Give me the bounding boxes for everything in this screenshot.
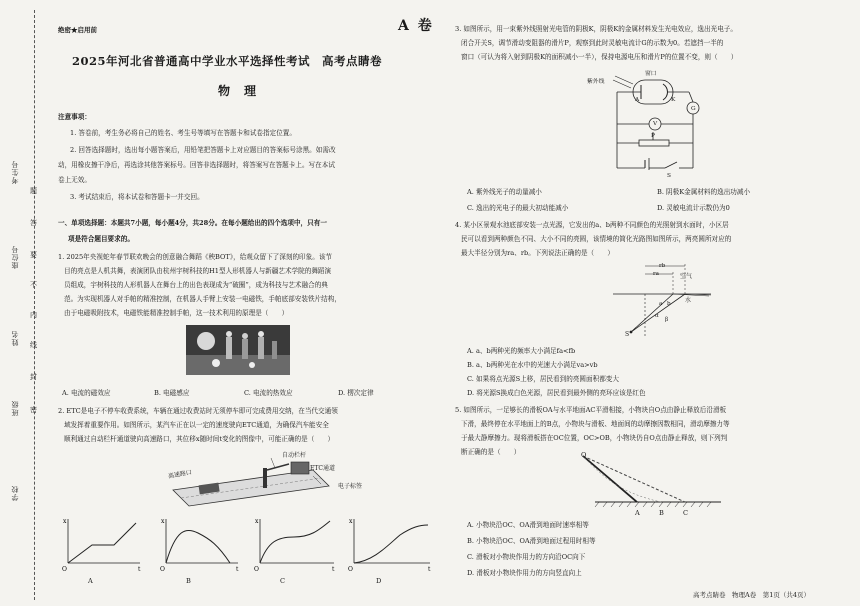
label-alpha: α [655, 313, 659, 319]
label-highway-entrance: 高速路口 [167, 468, 193, 481]
page-footer: 高考点睛卷 物理A卷 第1页（共4页） [693, 591, 810, 599]
label-slider-p: P [651, 133, 655, 139]
notice-item: 动，用橡皮擦干净后，再选涂其他答案标号。回答非选择题时，将答案写在答题卡上。写在本试 [58, 161, 335, 169]
q1-text: 员组成，宇树科技的人形机器人在舞台上的出色表现成为“破圈”，成为科技与艺术融合的典 [64, 281, 328, 289]
point-c: C [683, 509, 689, 517]
svg-text:t: t [138, 566, 141, 573]
q5-text: 断正确的是（ ） [461, 448, 521, 456]
seal-char: 不 [30, 281, 37, 289]
q5-option-b: B. 小物块沿OC、OA滑到地面过程用时相等 [467, 537, 596, 545]
svg-text:O: O [254, 566, 259, 573]
q1-option-c: C. 电流的热效应 [244, 389, 293, 397]
q2-text: 域发挥着重要作用。如图所示，某汽车正在以一定的速度驶向ETC通道，为确保汽车能安全 [64, 421, 329, 429]
svg-text:O: O [348, 566, 353, 573]
notice-item: 2. 回答选择题时，选出每小题答案后，用铅笔把答题卡上对应题目的答案标号涂黑。如需改 [70, 146, 336, 154]
photoelectric-circuit [605, 68, 715, 180]
label-candidate-number: 考生号 [11, 160, 19, 184]
notice-heading: 注意事项： [58, 113, 91, 121]
q4-option-c: C. 如果将点光源S上移，居民看到的亮圆面积都变大 [467, 375, 619, 383]
label-anode-a: A [635, 97, 640, 103]
q5-text: 5. 如图所示，一足够长的滑板OA与水平地面AC平滑相接，小物块自O点由静止释放后沿滑板 [455, 406, 727, 414]
seal-char: 封 [30, 373, 37, 381]
q4-text: 4. 某小区景观水池底部安装一点光源，它发出的a、b两种不同颜色的光照射到水面时，小区居 [455, 221, 729, 229]
seal-char: 答 [30, 219, 37, 227]
confidential-mark: 绝密★启用前 [58, 26, 97, 34]
q3-option-c: C. 逸出的光电子的最大初动能减小 [467, 204, 569, 212]
graph-label-a: A [88, 577, 93, 585]
label-radius-b: rb [659, 263, 666, 269]
label-galvanometer-g: G [691, 106, 696, 112]
binding-margin [0, 0, 48, 606]
label-electronic-tag: 电子标签 [338, 483, 363, 490]
svg-text:O: O [160, 566, 165, 573]
seal-char: 密 [30, 406, 37, 414]
label-seat-number: 座位号 [11, 245, 19, 269]
seal-char: 要 [30, 251, 37, 259]
label-voltmeter-v: V [653, 121, 658, 127]
q1-option-a: A. 电流的磁效应 [62, 389, 111, 397]
q1-text: 目的亮点是人机共舞，表演团队由杭州宇树科技的H1型人形机器人与新疆艺术学院的舞蹈演 [64, 267, 332, 275]
svg-text:t: t [428, 566, 431, 573]
label-window: 窗口 [645, 71, 657, 77]
label-air: 空气 [680, 273, 693, 280]
graph-label-c: C [280, 577, 286, 585]
q3-option-a: A. 紫外线光子的动量减小 [467, 188, 542, 196]
q1-text: 1. 2025年央视蛇年春节联欢晚会的创意融合舞蹈《秧BOT》，给观众留下了深刻的印象。该节 [58, 253, 333, 261]
q4-text: 最大半径分别为ra、rb。下列说法正确的是（ ） [461, 249, 614, 257]
q5-option-c: C. 滑板对小物块作用力的方向沿OC向下 [467, 553, 586, 561]
point-b: B [659, 509, 664, 517]
label-source-s: S [625, 331, 630, 338]
label-name: 姓名 [11, 330, 19, 346]
seal-char: 题 [30, 187, 37, 195]
label-ray-b: b [667, 301, 671, 307]
q5-option-a: A. 小物块沿OC、OA滑到地面时速率相等 [467, 521, 589, 529]
label-ultraviolet: 紫外线 [587, 79, 605, 85]
exam-title: 2025年河北省普通高中学业水平选择性考试 高考点睛卷 [72, 54, 383, 68]
seal-line [34, 10, 35, 600]
label-switch-s: S [667, 173, 671, 179]
q4-option-b: B. a、b两种光在水中的光速大小满足va>vb [467, 361, 598, 369]
incline-figure [575, 450, 725, 512]
label-class: 班级 [11, 400, 19, 416]
q2-text: 顺利通过自动栏杆通道驶向高速路口，其位移x随时间t变化的图像中，可能正确的是（ ） [64, 435, 335, 443]
q3-option-b: B. 阴极K金属材料的逸出功减小 [657, 188, 751, 196]
graph-label-d: D [376, 577, 382, 585]
q1-text: 范。为实现机器人对手帕的精准控制，在机器人手臂上安装一电磁铁，手帕底部安装铁片结构， [64, 295, 341, 303]
svg-text:x: x [161, 518, 165, 525]
section-heading: 项是符合题目要求的。 [68, 235, 134, 243]
q3-text: 窗口（可认为将入射到阴极K的面积减小一半），保持电源电压和滑片P的位置不变，则（ ） [461, 53, 738, 61]
svg-text:O: O [62, 566, 67, 573]
q2-graphs [58, 515, 440, 575]
q5-option-d: D. 滑板对小物块作用力的方向竖直向上 [467, 569, 582, 577]
notice-item: 3. 考试结束后，将本试卷和答题卡一并交回。 [70, 193, 204, 201]
graph-label-b: B [186, 577, 191, 585]
graph-d [348, 518, 431, 573]
q5-text: 于最大静摩擦力。现将滑板搭在OC位置，OC>OB，小物块仍自O点由静止释放，则下列判 [461, 434, 728, 442]
etc-figure [163, 448, 333, 510]
label-school: 学校 [11, 485, 19, 501]
svg-text:x: x [349, 518, 353, 525]
paper-version: A 卷 [398, 18, 434, 34]
graph-a [62, 518, 141, 573]
label-cathode-k: K [671, 97, 676, 103]
label-radius-a: ra [653, 271, 660, 277]
q3-option-d: D. 灵敏电流计示数仍为0 [657, 204, 730, 212]
q1-option-b: B. 电磁感应 [154, 389, 190, 397]
section-heading: 一、单项选择题：本题共7小题，每小题4分，共28分。在每小题给出的四个选项中，只有一 [58, 219, 327, 227]
seal-char: 线 [30, 341, 37, 349]
graph-c [254, 518, 335, 573]
label-ray-a: a [659, 301, 663, 307]
subject-title: 物理 [218, 84, 271, 98]
graph-b [160, 518, 239, 573]
notice-item: 卷上无效。 [58, 176, 91, 184]
q4-option-d: D. 将光源S换成白色光源，居民看到最外侧的亮环应该是红色 [467, 389, 646, 397]
q5-text: 下滑，最终停在水平地面上的B点，小物块与滑板、地面间的动摩擦因数相同，滑动摩擦力等 [461, 420, 730, 428]
label-beta: β [665, 317, 669, 323]
point-a: A [635, 509, 640, 517]
notice-item: 1. 答卷前，考生务必将自己的姓名、考生号等填写在答题卡和试卷指定位置。 [70, 129, 296, 137]
point-o: O [581, 451, 587, 459]
svg-text:x: x [63, 518, 67, 525]
q1-option-d: D. 楞次定律 [338, 389, 374, 397]
svg-text:t: t [236, 566, 239, 573]
label-water: 水 [685, 297, 692, 304]
svg-text:t: t [332, 566, 335, 573]
dance-photo [186, 325, 290, 375]
svg-text:x: x [255, 518, 259, 525]
q2-text: 2. ETC是电子不停车收费系统，车辆在通过收费站时无须停车即可完成费用交纳，在当代交通领 [58, 407, 338, 415]
q3-text: 3. 如图所示，用一束紫外线照射光电管的阴极K，阴极K的金属材料发生光电效应，逸出光电子。 [455, 25, 737, 33]
label-auto-barrier: 自动栏杆 [282, 452, 307, 459]
label-etc-lane: ETC通道 [310, 465, 335, 472]
q4-text: 民可以看到两种颜色不同、大小不同的亮圆，该情境的简化光路图如图所示，两亮圆所对应的 [461, 235, 732, 243]
q3-text: 闭合开关S，调节滑动变阻器的滑片P，观察到此时灵敏电流计G的示数为0。若遮挡一半的 [461, 39, 724, 47]
q1-text: 由于电磁吸附技术，电磁铁能精准控制手帕，这一技术利用的原理是（ ） [64, 309, 289, 317]
q4-option-a: A. a、b两种光的频率大小满足fa<fb [467, 347, 576, 355]
seal-char: 内 [30, 311, 37, 319]
